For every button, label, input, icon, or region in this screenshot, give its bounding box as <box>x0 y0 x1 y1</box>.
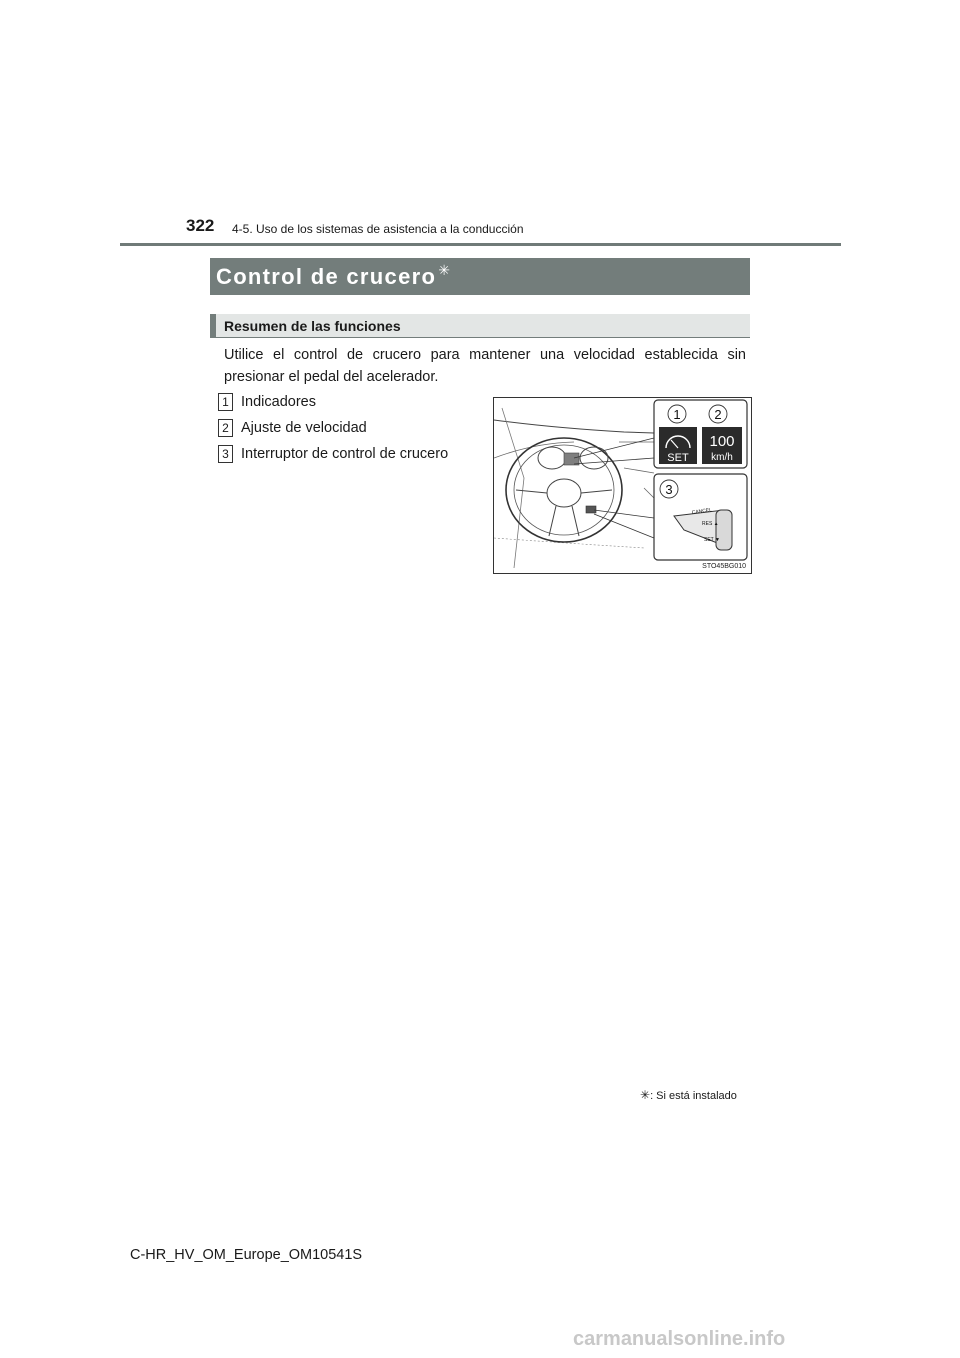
section-heading-bar <box>210 314 750 338</box>
speed-unit: km/h <box>711 452 733 463</box>
asterisk-icon: ✳ <box>640 1088 651 1102</box>
switch-label-cancel: CANCEL <box>691 507 713 516</box>
callout-number-2: 2 <box>714 407 722 422</box>
page-title <box>216 264 451 290</box>
set-indicator-text: SET <box>667 452 689 464</box>
cruise-control-illustration <box>493 397 752 574</box>
item-label: Indicadores <box>241 393 316 410</box>
callout-number-1: 1 <box>673 407 681 422</box>
item-number: 3 <box>218 445 233 463</box>
footnote <box>640 1088 737 1102</box>
list-item <box>218 393 316 411</box>
item-number: 2 <box>218 419 233 437</box>
optional-asterisk: ✳ <box>438 262 452 278</box>
section-heading: Resumen de las funciones <box>224 318 401 334</box>
switch-label-res: RES ▲ <box>702 521 719 527</box>
page-title-text: Control de crucero <box>216 264 437 289</box>
callout-number-3: 3 <box>665 482 673 497</box>
title-bar <box>210 258 750 295</box>
footer-doc-id: C-HR_HV_OM_Europe_OM10541S <box>130 1247 363 1263</box>
section-accent <box>210 314 216 338</box>
chapter-title: 4-5. Uso de los sistemas de asistencia a la conducción <box>232 222 524 236</box>
set-speed-value: 100 <box>709 433 735 450</box>
page-number: 322 <box>186 216 215 235</box>
dashboard-drawing <box>494 398 751 573</box>
switch-label-set: SET ▼ <box>704 537 720 543</box>
list-item <box>218 445 448 463</box>
item-label: Ajuste de velocidad <box>241 419 367 436</box>
section-rule <box>210 337 750 338</box>
item-label: Interruptor de control de crucero <box>241 445 449 462</box>
list-item <box>218 419 367 437</box>
footnote-text: : Si está instalado <box>650 1090 737 1102</box>
item-number: 1 <box>218 393 233 411</box>
figure-code: STO45BG010 <box>702 563 746 570</box>
watermark: carmanualsonline.info <box>573 1328 786 1350</box>
header-rule <box>120 243 841 246</box>
intro-paragraph: Utilice el control de crucero para mantener una velocidad establecida sin presionar el pedal del acelerador. <box>224 347 746 385</box>
